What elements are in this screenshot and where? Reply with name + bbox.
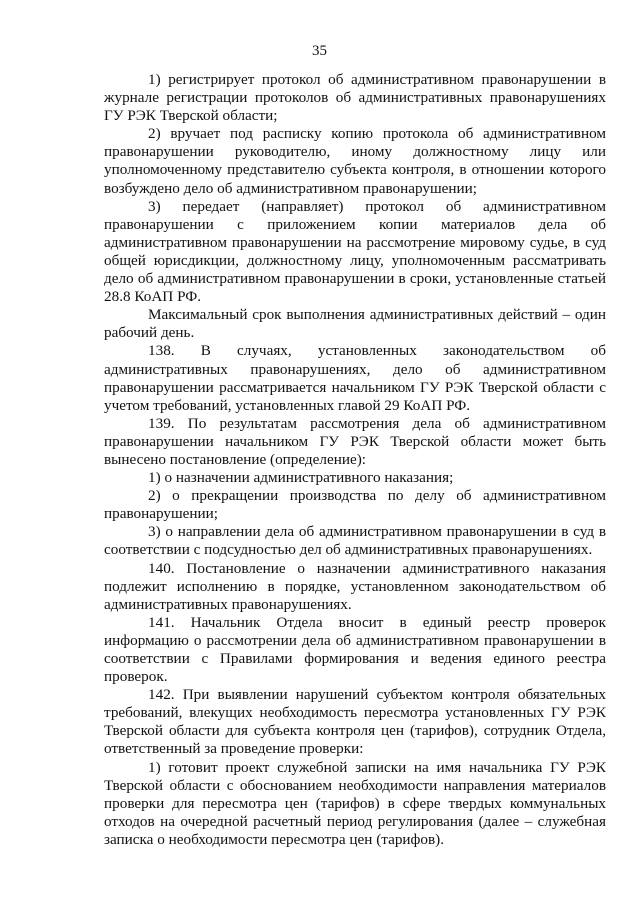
paragraph-139-item-2: 2) о прекращении производства по делу об административном правонарушении;: [104, 487, 606, 523]
paragraph-max-term: Максимальный срок выполнения административных действий – один рабочий день.: [104, 306, 606, 342]
paragraph-138: 138. В случаях, установленных законодательством об административных правонарушениях, дело об административном правонарушении рассматривается начальником ГУ РЭК Тверской области с учетом требований, установленных главой 29 КоАП РФ.: [104, 342, 606, 414]
paragraph-142-item-1: 1) готовит проект служебной записки на имя начальника ГУ РЭК Тверской области с обоснованием необходимости направления материалов проверки для пересмотра цен (тарифов) в сфере твердых коммунальных отходов на очередной расчетный период регулирования (далее – служебная записка о необходимости пересмотра цен (тарифов).: [104, 758, 606, 848]
paragraph-139: 139. По результатам рассмотрения дела об административном правонарушении начальником ГУ РЭК Тверской области может быть вынесено постановление (определение):: [104, 414, 606, 468]
paragraph-139-item-1: 1) о назначении административного наказания;: [148, 469, 454, 487]
paragraph-registers-protocol: 1) регистрирует протокол об административном правонарушении в журнале регистрации протоколов об административных правонарушениях ГУ РЭК Тверской области;: [104, 71, 606, 125]
paragraph-140: 140. Постановление о назначении административного наказания подлежит исполнению в порядке, установленном законодательством об административных правонарушениях.: [104, 559, 606, 613]
paragraph-transfers-protocol: 3) передает (направляет) протокол об административном правонарушении с приложением копии материалов дела об административном правонарушении на рассмотрение мировому судье, в суд общей юрисдикции, должностному лицу, уполномоченным рассматривать дело об административном правонарушении в сроки, установленные статьей 28.8 КоАП РФ.: [104, 197, 606, 306]
paragraph-139-item-3: 3) о направлении дела об административном правонарушении в суд в соответствии с подсудностью дел об административных правонарушениях.: [104, 523, 606, 559]
paragraph-141: 141. Начальник Отдела вносит в единый реестр проверок информацию о рассмотрении дела об административном правонарушении в соответствии с Правилами формирования и ведения единого реестра проверок.: [104, 613, 606, 686]
paragraph-142: 142. При выявлении нарушений субъектом контроля обязательных требований, влекущих необходимость пересмотра установленных ГУ РЭК Тверской области для субъекта контроля цен (тарифов), сотрудник Отдела, ответственный за проведение проверки:: [104, 686, 606, 758]
paragraph-hands-copy: 2) вручает под расписку копию протокола об административном правонарушении руководителю, иному должностному лицу или уполномоченному представителю субъекта контроля, в отношении которого возбуждено дело об административном правонарушении;: [104, 125, 606, 197]
page-number: 35: [312, 43, 327, 59]
document-body: [104, 71, 606, 849]
